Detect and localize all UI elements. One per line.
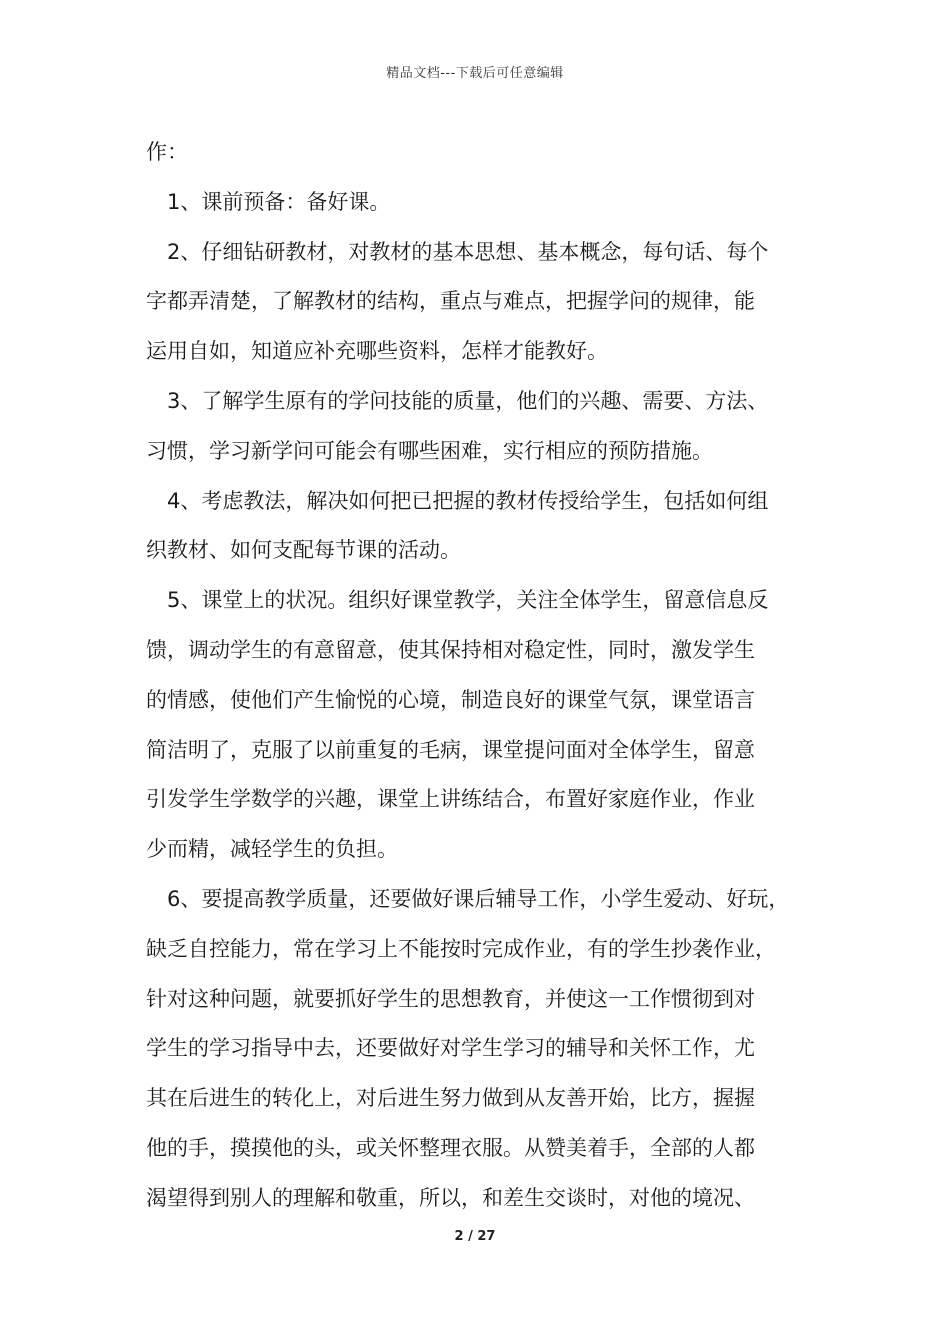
text-line: 运用自如，知道应补充哪些资料，怎样才能教好。 — [146, 339, 608, 364]
text-line: 4、考虑教法，解决如何把已把握的教材传授给学生，包括如何组 — [167, 488, 769, 513]
text-line: 针对这种问题，就要抓好学生的思想教育，并使这一工作惯彻到对 — [146, 986, 755, 1011]
text-line: 馈，调动学生的有意留意，使其保持相对稳定性，同时，激发学生 — [146, 637, 755, 662]
page-number: 2 / 27 — [454, 1229, 496, 1244]
text-line: 6、要提高教学质量，还要做好课后辅导工作，小学生爱动、好玩， — [167, 886, 790, 911]
text-line: 2、仔细钻研教材，对教材的基本思想、基本概念，每句话、每个 — [167, 239, 769, 264]
text-line: 引发学生学数学的兴趣，课堂上讲练结合，布置好家庭作业，作业 — [146, 787, 755, 812]
text-line: 渴望得到别人的理解和敬重，所以，和差生交谈时，对他的境况、 — [146, 1185, 755, 1210]
text-line: 学生的学习指导中去，还要做好对学生学习的辅导和关怀工作，尤 — [146, 1036, 755, 1061]
text-line: 少而精，减轻学生的负担。 — [146, 837, 398, 862]
text-line: 的情感，使他们产生愉悦的心境，制造良好的课堂气氛，课堂语言 — [146, 687, 755, 712]
text-line: 作： — [146, 140, 188, 164]
document-body — [146, 128, 822, 1224]
text-line: 其在后进生的转化上，对后进生努力做到从友善开始，比方，握握 — [146, 1086, 755, 1111]
text-line: 缺乏自控能力，常在学习上不能按时完成作业，有的学生抄袭作业， — [146, 936, 776, 961]
text-line: 他的手，摸摸他的头，或关怀整理衣服。从赞美着手，全部的人都 — [146, 1135, 755, 1160]
text-line: 1、课前预备：备好课。 — [167, 189, 391, 214]
text-line: 5、课堂上的状况。组织好课堂教学，关注全体学生，留意信息反 — [167, 588, 769, 613]
text-line: 简洁明了，克服了以前重复的毛病，课堂提问面对全体学生，留意 — [146, 737, 755, 762]
page-header: 精品文档---下载后可任意编辑 — [386, 66, 564, 81]
text-line: 字都弄清楚，了解教材的结构，重点与难点，把握学问的规律，能 — [146, 289, 755, 314]
text-line: 3、了解学生原有的学问技能的质量，他们的兴趣、需要、方法、 — [167, 388, 769, 413]
text-line: 织教材、如何支配每节课的活动。 — [146, 538, 461, 563]
text-line: 习惯，学习新学问可能会有哪些困难，实行相应的预防措施。 — [146, 438, 713, 463]
